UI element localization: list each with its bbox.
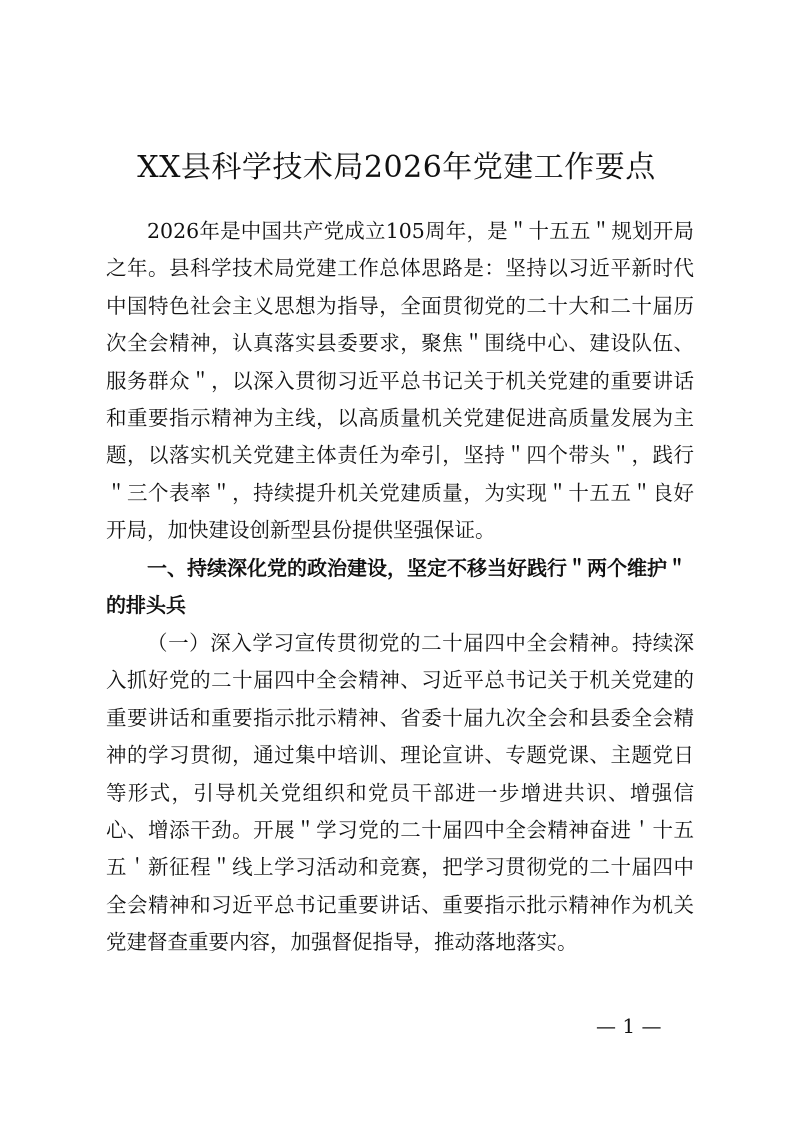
intro-paragraph: 2026年是中国共产党成立105周年，是＂十五五＂规划开局之年。县科学技术局党建工作总体思路是：坚持以习近平新时代中国特色社会主义思想为指导，全面贯彻党的二十大和二十届历次全会精神，认真落实县委要求，聚焦＂围绕中心、建设队伍、服务群众＂，以深入贯彻习近平总书记关于机关党建的重要讲话和重要指示精神为主线，以高质量机关党建促进高质量发展为主题，以落实机关党建主体责任为牵引，坚持＂四个带头＂，践行＂三个表率＂，持续提升机关党建质量，为实现＂十五五＂良好开局，加快建设创新型县份提供坚强保证。 (106, 219, 694, 543)
subsection-1-heading: （一）深入学习宣传贯彻党的二十届四中全会精神。 (147, 631, 632, 655)
subsection-1-body: 持续深入抓好党的二十届四中全会精神、习近平总书记关于机关党建的重要讲话和重要指示批示精神、省委十届九次全会和县委全会精神的学习贯彻，通过集中培训、理论宣讲、专题党课、主题党日等形式，引导机关党组织和党员干部进一步增进共识、增强信心、增添干劲。开展＂学习党的二十届四中全会精神奋进＇十五五＇新征程＂线上学习活动和竞赛，把学习贯彻党的二十届四中全会精神和习近平总书记重要讲话、重要指示批示精神作为机关党建督查重要内容，加强督促指导，推动落地落实。 (106, 631, 695, 955)
page-number: — 1 — (596, 1014, 662, 1038)
document-title: XX县科学技术局2026年党建工作要点 (137, 150, 656, 185)
subsection-1-paragraph (106, 625, 694, 962)
section-1-heading: 一、持续深化党的政治建设，坚定不移当好践行＂两个维护＂的排头兵 (106, 556, 687, 618)
